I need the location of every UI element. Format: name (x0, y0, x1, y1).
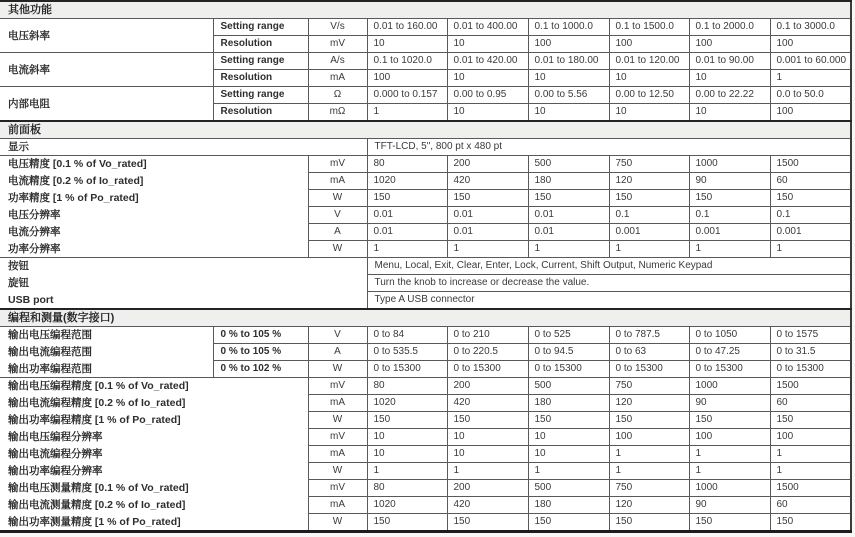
value-cell: 150 (689, 514, 770, 532)
spec-label: 功率精度 [1 % of Po_rated] (0, 190, 308, 207)
value-cell: 0.1 (770, 207, 851, 224)
value-cell: 0.000 to 0.157 (367, 87, 447, 104)
unit-cell: mA (308, 446, 367, 463)
value-cell: 0.01 (447, 207, 528, 224)
value-cell: 10 (689, 104, 770, 122)
value-cell: 80 (367, 378, 447, 395)
value-cell: 0 to 94.5 (528, 344, 609, 361)
value-cell: 1020 (367, 395, 447, 412)
value-cell: 1 (770, 241, 851, 258)
section-row (0, 121, 851, 139)
table-row (0, 327, 851, 344)
spec-label: 旋钮 (0, 275, 367, 292)
value-cell: 0.01 to 180.00 (528, 53, 609, 70)
value-cell: 500 (528, 480, 609, 497)
spec-label: 电压精度 [0.1 % of Vo_rated] (0, 156, 308, 173)
unit-cell: mA (308, 497, 367, 514)
spec-subheader: Setting range (213, 19, 308, 36)
section-row (0, 1, 851, 19)
value-cell: 0 to 31.5 (770, 344, 851, 361)
table-row (0, 241, 851, 258)
value-cell: 100 (770, 104, 851, 122)
value-cell: 150 (367, 412, 447, 429)
value-cell: 150 (609, 412, 689, 429)
spec-label: 功率分辨率 (0, 241, 308, 258)
value-cell: 150 (609, 514, 689, 532)
value-cell: 150 (528, 412, 609, 429)
value-cell: 1 (689, 463, 770, 480)
spec-label: 电流精度 [0.2 % of Io_rated] (0, 173, 308, 190)
unit-cell: mA (308, 70, 367, 87)
table-row (0, 53, 851, 70)
value-cell: 0 to 15300 (770, 361, 851, 378)
value-cell: 150 (367, 190, 447, 207)
value-cell: 1 (689, 241, 770, 258)
value-cell: 0 to 47.25 (689, 344, 770, 361)
spec-label: 电压斜率 (0, 19, 213, 53)
value-cell: 1 (770, 446, 851, 463)
value-cell: 10 (689, 70, 770, 87)
value-cell: 90 (689, 173, 770, 190)
value-cell: 150 (770, 190, 851, 207)
value-cell: 10 (367, 446, 447, 463)
value-cell: 500 (528, 156, 609, 173)
table-row (0, 497, 851, 514)
value-cell: 0 to 15300 (609, 361, 689, 378)
value-cell: 150 (367, 514, 447, 532)
value-cell: 0.00 to 5.56 (528, 87, 609, 104)
value-cell: 0.1 to 2000.0 (689, 19, 770, 36)
value-cell: 0 to 525 (528, 327, 609, 344)
value-cell: 200 (447, 156, 528, 173)
section-header: 其他功能 (0, 1, 851, 19)
spec-subheader: 0 % to 102 % (213, 361, 308, 378)
value-cell: 1 (528, 241, 609, 258)
value-cell: 500 (528, 378, 609, 395)
value-cell: 0 to 63 (609, 344, 689, 361)
spec-label: 输出电压编程精度 [0.1 % of Vo_rated] (0, 378, 308, 395)
unit-cell: W (308, 190, 367, 207)
value-cell: 0.1 to 1000.0 (528, 19, 609, 36)
section-header: 前面板 (0, 121, 851, 139)
value-cell: 0.001 (609, 224, 689, 241)
value-cell: 1 (689, 446, 770, 463)
value-cell: 1 (367, 241, 447, 258)
table-row (0, 378, 851, 395)
value-cell: 0.00 to 12.50 (609, 87, 689, 104)
value-cell: 0.01 to 90.00 (689, 53, 770, 70)
spec-label: 显示 (0, 139, 367, 156)
value-cell: 0 to 220.5 (447, 344, 528, 361)
value-cell: 60 (770, 395, 851, 412)
value-cell: 0.001 (770, 224, 851, 241)
content-cell: Turn the knob to increase or decrease the value. (367, 275, 851, 292)
value-cell: 1020 (367, 497, 447, 514)
value-cell: 0 to 1050 (689, 327, 770, 344)
table-row (0, 275, 851, 292)
value-cell: 150 (447, 190, 528, 207)
value-cell: 60 (770, 173, 851, 190)
spec-label: 电流斜率 (0, 53, 213, 87)
value-cell: 10 (609, 104, 689, 122)
value-cell: 0.01 to 420.00 (447, 53, 528, 70)
value-cell: 80 (367, 480, 447, 497)
value-cell: 180 (528, 395, 609, 412)
value-cell: 120 (609, 395, 689, 412)
spec-label: 输出功率编程范围 (0, 361, 213, 378)
value-cell: 10 (447, 36, 528, 53)
value-cell: 1 (447, 463, 528, 480)
unit-cell: mA (308, 173, 367, 190)
spec-subheader: 0 % to 105 % (213, 344, 308, 361)
value-cell: 1 (609, 463, 689, 480)
value-cell: 150 (689, 412, 770, 429)
spec-label: 输出电流编程精度 [0.2 % of Io_rated] (0, 395, 308, 412)
value-cell: 0 to 210 (447, 327, 528, 344)
spec-label: 输出电流编程分辨率 (0, 446, 308, 463)
spec-subheader: Setting range (213, 87, 308, 104)
value-cell: 150 (447, 514, 528, 532)
value-cell: 10 (447, 104, 528, 122)
value-cell: 0.001 to 60.000 (770, 53, 851, 70)
table-row (0, 224, 851, 241)
unit-cell: mV (308, 429, 367, 446)
spec-label: 输出电压编程分辨率 (0, 429, 308, 446)
value-cell: 180 (528, 497, 609, 514)
value-cell: 100 (689, 429, 770, 446)
spec-subheader: Resolution (213, 104, 308, 122)
table-row (0, 361, 851, 378)
value-cell: 100 (770, 36, 851, 53)
unit-cell: mA (308, 395, 367, 412)
value-cell: 1000 (689, 480, 770, 497)
spec-label: 按钮 (0, 258, 367, 275)
value-cell: 60 (770, 497, 851, 514)
unit-cell: V (308, 207, 367, 224)
unit-cell: A (308, 344, 367, 361)
section-header: 编程和测量(数字接口) (0, 309, 851, 327)
value-cell: 150 (770, 412, 851, 429)
value-cell: 0.1 (609, 207, 689, 224)
table-row (0, 156, 851, 173)
unit-cell: W (308, 241, 367, 258)
table-row (0, 258, 851, 275)
value-cell: 1000 (689, 156, 770, 173)
spec-label: 输出功率编程分辨率 (0, 463, 308, 480)
value-cell: 100 (770, 429, 851, 446)
value-cell: 0.01 to 120.00 (609, 53, 689, 70)
unit-cell: mV (308, 36, 367, 53)
value-cell: 0 to 15300 (689, 361, 770, 378)
table-row (0, 139, 851, 156)
table-row (0, 395, 851, 412)
value-cell: 420 (447, 497, 528, 514)
value-cell: 150 (528, 190, 609, 207)
table-row (0, 190, 851, 207)
value-cell: 0.01 (367, 207, 447, 224)
value-cell: 150 (609, 190, 689, 207)
value-cell: 0.01 (447, 224, 528, 241)
content-cell: Menu, Local, Exit, Clear, Enter, Lock, Current, Shift Output, Numeric Keypad (367, 258, 851, 275)
value-cell: 10 (528, 104, 609, 122)
table-row (0, 344, 851, 361)
value-cell: 0 to 15300 (528, 361, 609, 378)
value-cell: 100 (528, 36, 609, 53)
value-cell: 0.1 to 1020.0 (367, 53, 447, 70)
value-cell: 750 (609, 480, 689, 497)
spec-label: 内部电阻 (0, 87, 213, 122)
spec-label: 输出电流测量精度 [0.2 % of Io_rated] (0, 497, 308, 514)
value-cell: 150 (447, 412, 528, 429)
spec-label: USB port (0, 292, 367, 310)
value-cell: 100 (609, 36, 689, 53)
value-cell: 1 (609, 446, 689, 463)
spec-subheader: Resolution (213, 70, 308, 87)
value-cell: 150 (528, 514, 609, 532)
value-cell: 10 (528, 429, 609, 446)
value-cell: 0.01 to 160.00 (367, 19, 447, 36)
unit-cell: V/s (308, 19, 367, 36)
value-cell: 1500 (770, 378, 851, 395)
value-cell: 0.00 to 0.95 (447, 87, 528, 104)
table-row (0, 463, 851, 480)
unit-cell: mV (308, 378, 367, 395)
value-cell: 1 (770, 463, 851, 480)
value-cell: 0.01 (367, 224, 447, 241)
unit-cell: Ω (308, 87, 367, 104)
value-cell: 150 (770, 514, 851, 532)
table-row (0, 446, 851, 463)
value-cell: 0.01 (528, 224, 609, 241)
unit-cell: mV (308, 480, 367, 497)
value-cell: 0.1 (689, 207, 770, 224)
value-cell: 120 (609, 173, 689, 190)
value-cell: 0.1 to 1500.0 (609, 19, 689, 36)
unit-cell: W (308, 514, 367, 532)
value-cell: 10 (528, 446, 609, 463)
table-row (0, 292, 851, 310)
table-row (0, 514, 851, 532)
value-cell: 1 (528, 463, 609, 480)
spec-label: 电压分辨率 (0, 207, 308, 224)
value-cell: 1 (367, 463, 447, 480)
value-cell: 100 (689, 36, 770, 53)
unit-cell: W (308, 361, 367, 378)
spec-subheader: Setting range (213, 53, 308, 70)
value-cell: 1500 (770, 156, 851, 173)
unit-cell: W (308, 463, 367, 480)
value-cell: 1 (770, 70, 851, 87)
value-cell: 10 (609, 70, 689, 87)
value-cell: 0.1 to 3000.0 (770, 19, 851, 36)
value-cell: 80 (367, 156, 447, 173)
value-cell: 90 (689, 497, 770, 514)
spec-label: 输出功率测量精度 [1 % of Po_rated] (0, 514, 308, 532)
value-cell: 10 (447, 446, 528, 463)
value-cell: 10 (447, 70, 528, 87)
value-cell: 10 (367, 36, 447, 53)
value-cell: 750 (609, 378, 689, 395)
table-row (0, 207, 851, 224)
value-cell: 1000 (689, 378, 770, 395)
value-cell: 420 (447, 395, 528, 412)
value-cell: 10 (447, 429, 528, 446)
value-cell: 0 to 15300 (447, 361, 528, 378)
spec-label: 输出电压编程范围 (0, 327, 213, 344)
table-row (0, 429, 851, 446)
spec-subheader: Resolution (213, 36, 308, 53)
value-cell: 120 (609, 497, 689, 514)
section-row (0, 309, 851, 327)
value-cell: 150 (689, 190, 770, 207)
value-cell: 750 (609, 156, 689, 173)
value-cell: 0 to 535.5 (367, 344, 447, 361)
value-cell: 180 (528, 173, 609, 190)
value-cell: 1 (447, 241, 528, 258)
spec-label: 输出功率编程精度 [1 % of Po_rated] (0, 412, 308, 429)
value-cell: 10 (528, 70, 609, 87)
unit-cell: A (308, 224, 367, 241)
unit-cell: mV (308, 156, 367, 173)
content-cell: Type A USB connector (367, 292, 851, 310)
value-cell: 100 (609, 429, 689, 446)
spec-label: 输出电压测量精度 [0.1 % of Vo_rated] (0, 480, 308, 497)
unit-cell: W (308, 412, 367, 429)
spec-label: 电流分辨率 (0, 224, 308, 241)
value-cell: 90 (689, 395, 770, 412)
unit-cell: V (308, 327, 367, 344)
value-cell: 10 (367, 429, 447, 446)
value-cell: 0.0 to 50.0 (770, 87, 851, 104)
spec-subheader: 0 % to 105 % (213, 327, 308, 344)
value-cell: 0 to 1575 (770, 327, 851, 344)
table-row (0, 87, 851, 104)
content-cell: TFT-LCD, 5", 800 pt x 480 pt (367, 139, 851, 156)
value-cell: 1 (367, 104, 447, 122)
value-cell: 0.01 to 400.00 (447, 19, 528, 36)
value-cell: 100 (367, 70, 447, 87)
value-cell: 1020 (367, 173, 447, 190)
table-row (0, 19, 851, 36)
value-cell: 1 (609, 241, 689, 258)
table-row (0, 480, 851, 497)
unit-cell: mΩ (308, 104, 367, 122)
table-row (0, 412, 851, 429)
value-cell: 1500 (770, 480, 851, 497)
unit-cell: A/s (308, 53, 367, 70)
value-cell: 200 (447, 480, 528, 497)
value-cell: 0.001 (689, 224, 770, 241)
value-cell: 0 to 15300 (367, 361, 447, 378)
value-cell: 0.01 (528, 207, 609, 224)
value-cell: 0 to 84 (367, 327, 447, 344)
value-cell: 420 (447, 173, 528, 190)
spec-table-body (0, 1, 851, 532)
value-cell: 0 to 787.5 (609, 327, 689, 344)
table-row (0, 173, 851, 190)
value-cell: 200 (447, 378, 528, 395)
value-cell: 0.00 to 22.22 (689, 87, 770, 104)
spec-label: 输出电流编程范围 (0, 344, 213, 361)
